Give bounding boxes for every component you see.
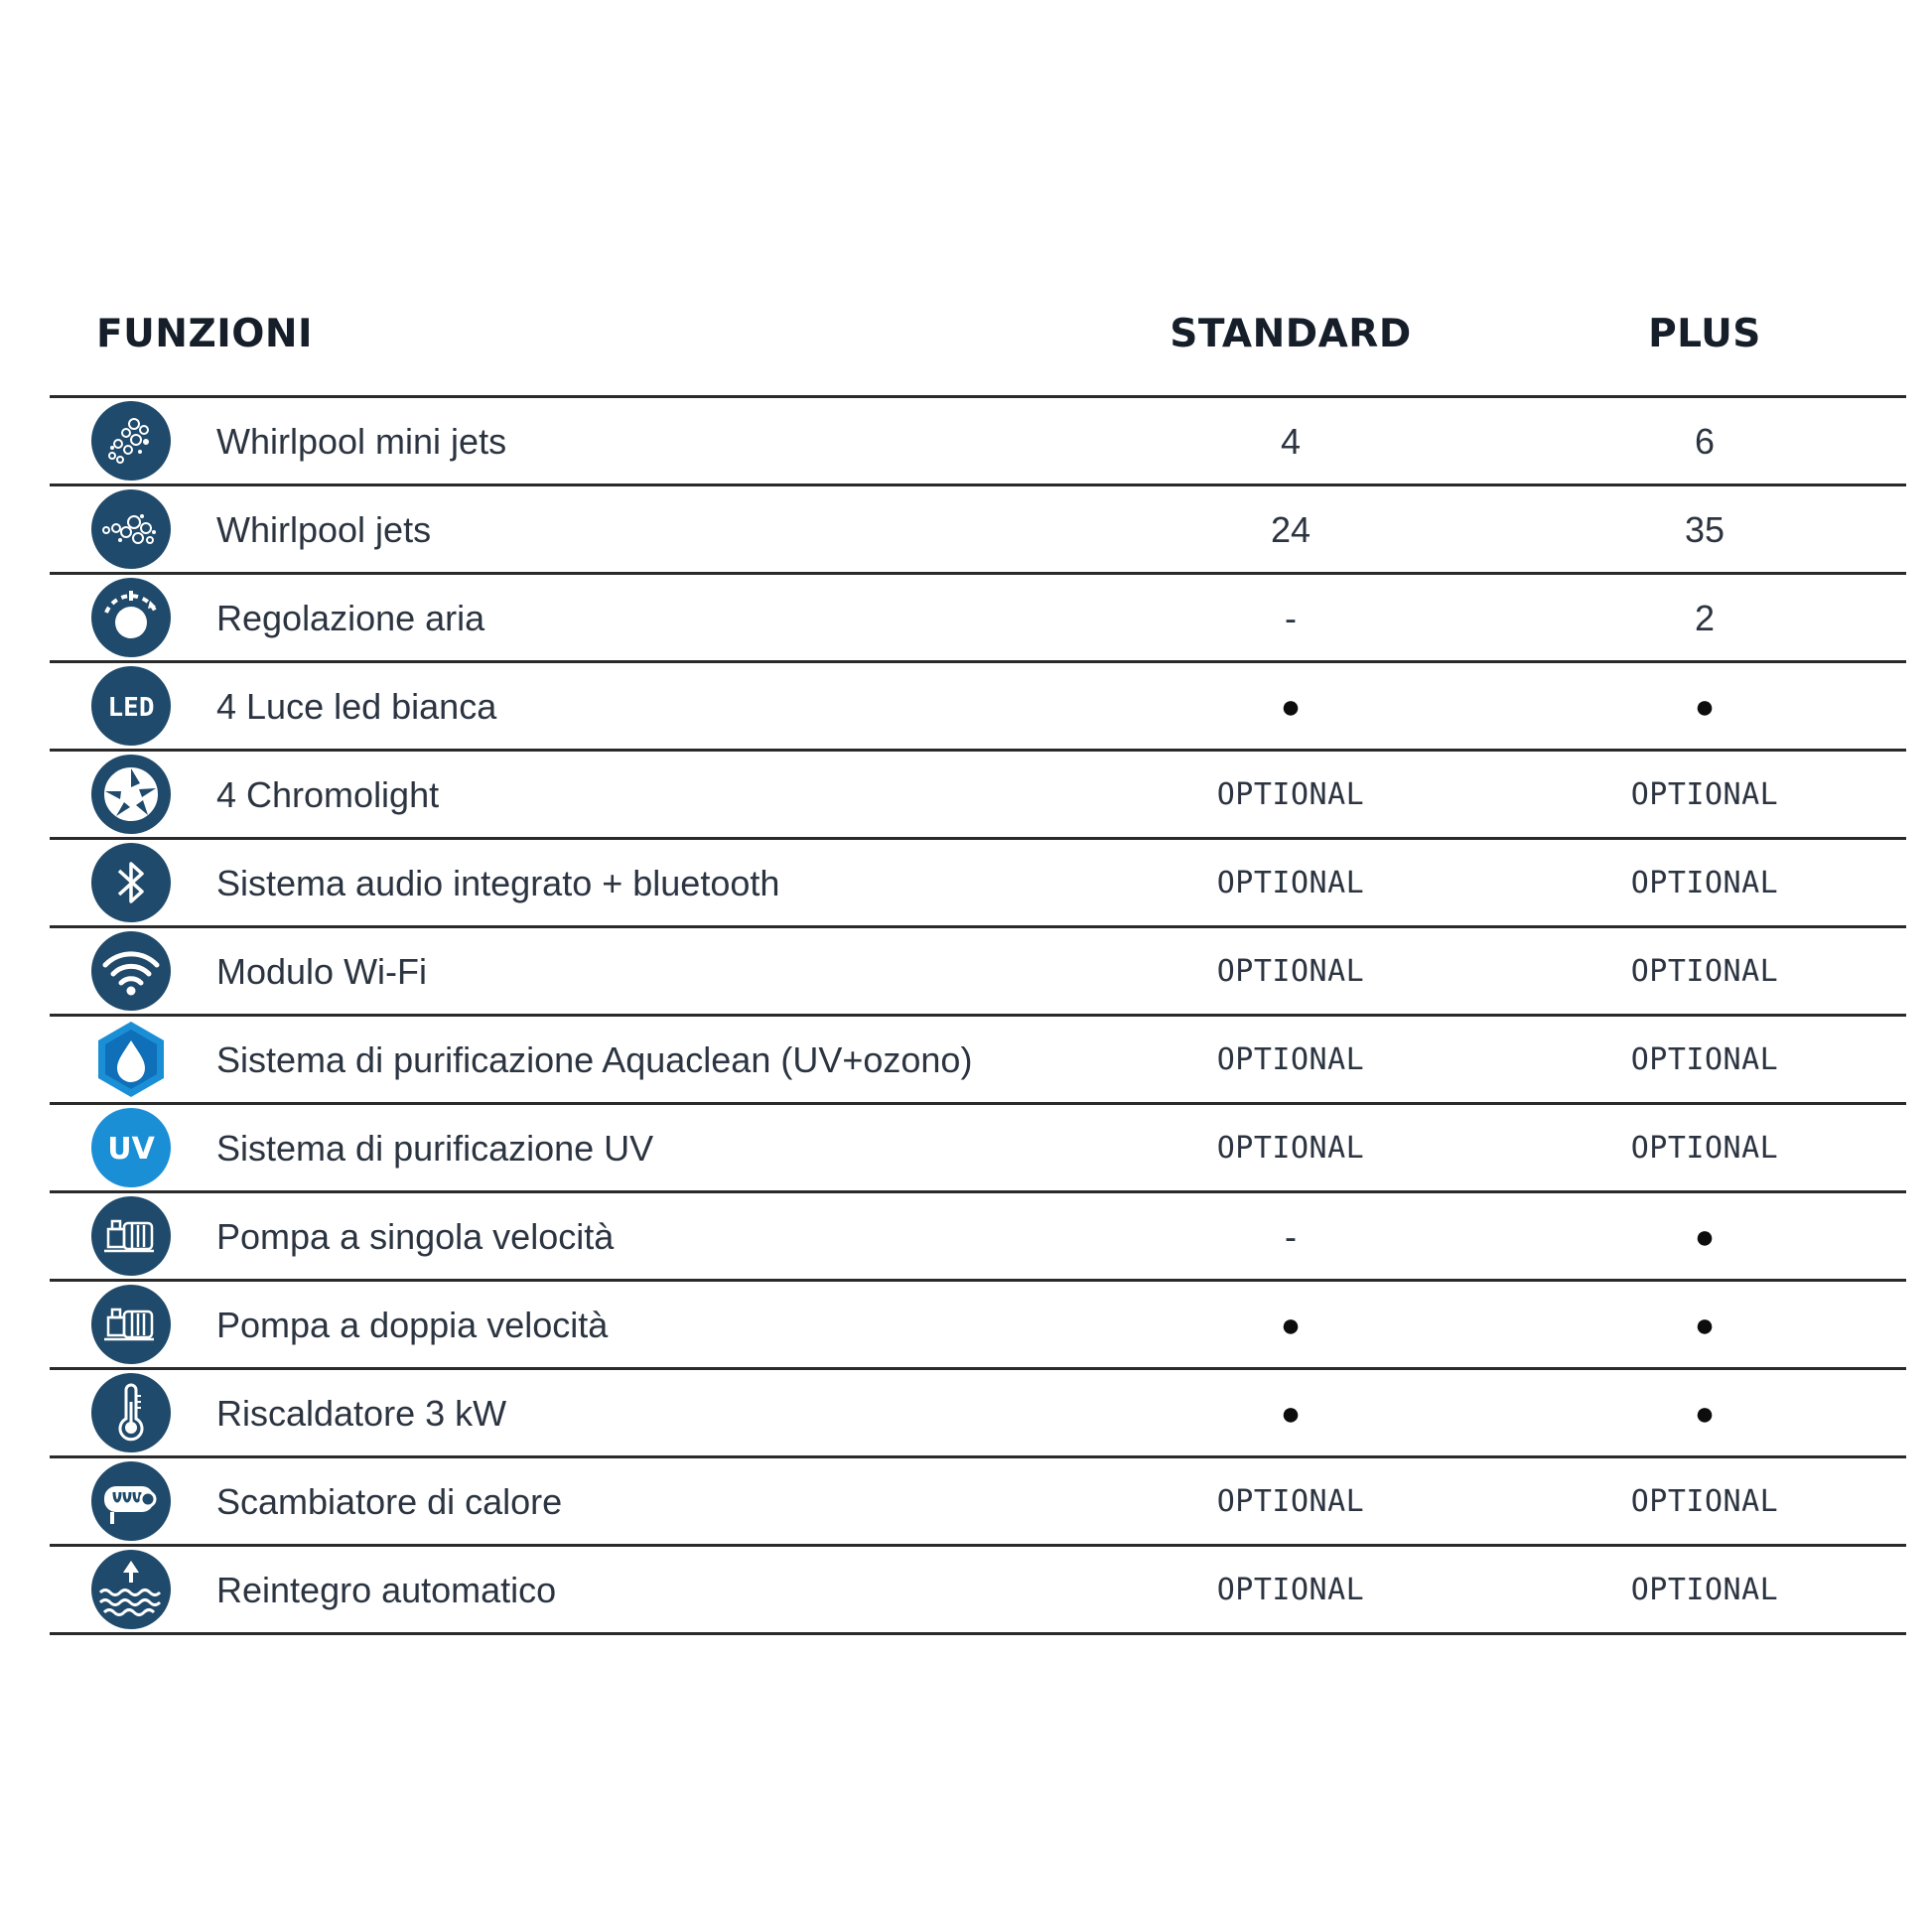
feature-label: Modulo Wi-Fi — [216, 951, 428, 992]
feature-label: 4 Chromolight — [216, 774, 440, 815]
standard-value: 24 — [1270, 509, 1311, 550]
table-row — [50, 486, 1906, 575]
feature-label: Pompa a doppia velocità — [216, 1305, 609, 1345]
water-refill-icon — [90, 1549, 172, 1630]
feature-label: Reintegro automatico — [216, 1570, 557, 1610]
standard-value: OPTIONAL — [1216, 1573, 1365, 1607]
uv-icon-text: UV — [107, 1132, 155, 1167]
plus-value: OPTIONAL — [1630, 1484, 1779, 1519]
feature-label: Riscaldatore 3 kW — [216, 1393, 507, 1434]
features-table — [50, 288, 1906, 1635]
led-icon-text: LED — [107, 693, 155, 723]
standard-value: ● — [1280, 1307, 1302, 1344]
standard-value: OPTIONAL — [1216, 1484, 1365, 1519]
feature-label: Regolazione aria — [216, 598, 485, 638]
feature-label: Sistema di purificazione Aquaclean (UV+ozono) — [216, 1039, 973, 1080]
jets-icon — [90, 488, 172, 570]
feature-label: Pompa a singola velocità — [216, 1216, 615, 1257]
feature-label: Whirlpool jets — [216, 509, 432, 550]
table-row — [50, 1370, 1906, 1458]
plus-value: 2 — [1694, 598, 1716, 638]
header-standard: STANDARD — [1170, 312, 1412, 356]
header-plus: PLUS — [1648, 312, 1761, 356]
standard-value: 4 — [1280, 421, 1302, 462]
feature-label: Scambiatore di calore — [216, 1481, 563, 1522]
table-row — [50, 1105, 1906, 1193]
standard-value: ● — [1280, 688, 1302, 726]
standard-value: - — [1285, 1216, 1297, 1257]
plus-value: OPTIONAL — [1630, 954, 1779, 989]
header-funzioni: FUNZIONI — [96, 312, 314, 356]
table-row — [50, 575, 1906, 663]
bluetooth-icon — [90, 842, 172, 923]
uv-icon — [90, 1107, 172, 1188]
plus-value: OPTIONAL — [1630, 1573, 1779, 1607]
thermometer-icon — [90, 1372, 172, 1453]
table-row — [50, 1458, 1906, 1547]
air-control-knob-icon — [90, 577, 172, 658]
table-row — [50, 752, 1906, 840]
feature-label: Sistema di purificazione UV — [216, 1128, 654, 1169]
standard-value: OPTIONAL — [1216, 866, 1365, 900]
plus-value: OPTIONAL — [1630, 866, 1779, 900]
plus-value: 6 — [1694, 421, 1716, 462]
plus-value: ● — [1694, 1218, 1716, 1256]
table-row — [50, 1282, 1906, 1370]
plus-value: OPTIONAL — [1630, 1042, 1779, 1077]
aperture-icon — [90, 754, 172, 835]
plus-value: ● — [1694, 1395, 1716, 1433]
table-row — [50, 928, 1906, 1017]
plus-value: 35 — [1684, 509, 1725, 550]
standard-value: OPTIONAL — [1216, 1131, 1365, 1166]
plus-value: ● — [1694, 688, 1716, 726]
led-icon — [90, 665, 172, 747]
wifi-icon — [90, 930, 172, 1012]
table-row — [50, 398, 1906, 486]
standard-value: OPTIONAL — [1216, 1042, 1365, 1077]
standard-value: ● — [1280, 1395, 1302, 1433]
pump-icon — [90, 1195, 172, 1277]
standard-value: OPTIONAL — [1216, 954, 1365, 989]
table-row — [50, 1547, 1906, 1635]
table-row — [50, 840, 1906, 928]
mini-jets-icon — [90, 400, 172, 482]
plus-value: OPTIONAL — [1630, 1131, 1779, 1166]
table-row — [50, 1017, 1906, 1105]
table-header — [50, 288, 1906, 398]
table-row — [50, 1193, 1906, 1282]
standard-value: OPTIONAL — [1216, 777, 1365, 812]
pump-icon — [90, 1284, 172, 1365]
feature-label: Whirlpool mini jets — [216, 421, 507, 462]
plus-value: OPTIONAL — [1630, 777, 1779, 812]
feature-label: 4 Luce led bianca — [216, 686, 497, 727]
feature-label: Sistema audio integrato + bluetooth — [216, 863, 780, 903]
plus-value: ● — [1694, 1307, 1716, 1344]
water-drop-hexagon-icon — [90, 1019, 172, 1100]
heat-exchanger-icon — [90, 1460, 172, 1542]
table-row — [50, 663, 1906, 752]
standard-value: - — [1285, 598, 1297, 638]
